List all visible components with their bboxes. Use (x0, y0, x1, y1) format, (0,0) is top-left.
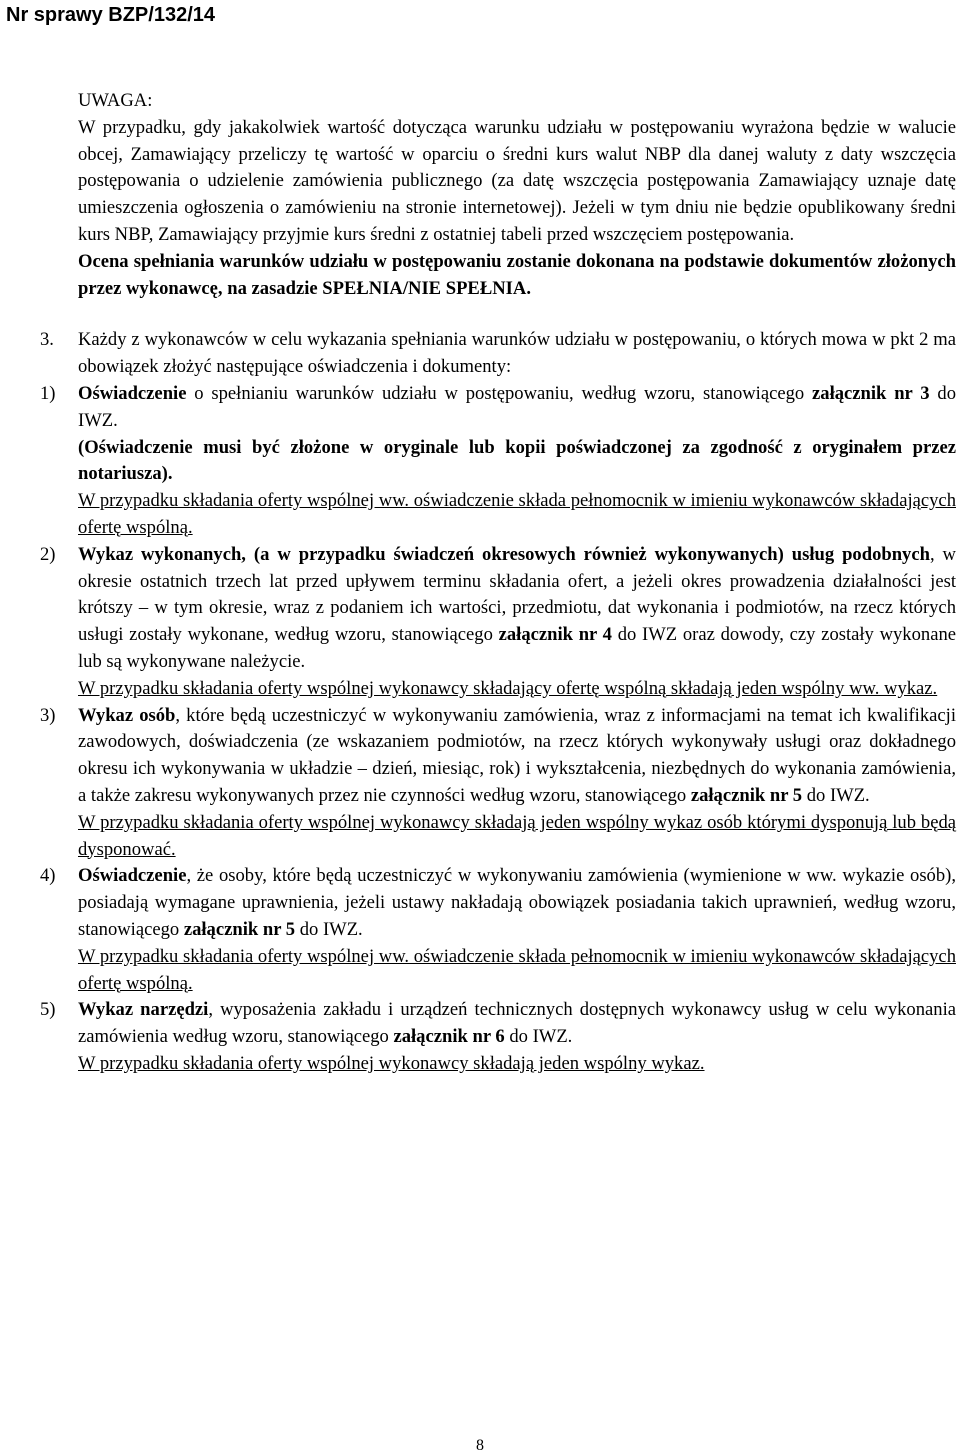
section-intro: Każdy z wykonawców w celu wykazania spełniania warunków udziału w postępowaniu, o których mowa w pkt 2 ma obowiązek złożyć następujące oświadczenia i dokumenty: (78, 329, 956, 378)
item-text (78, 863, 956, 943)
attachment-ref: załącznik nr 5 (183, 918, 296, 940)
item-number: 4) (40, 865, 56, 887)
attachment-ref: załącznik nr 6 (393, 1026, 505, 1048)
list-item (40, 863, 956, 997)
item-number: 3) (40, 704, 56, 726)
item-lead: Wykaz narzędzi (78, 999, 209, 1021)
uwaga-bold-statement: Ocena spełniania warunków udziału w postępowaniu zostanie dokonana na podstawie dokumentów złożonych przez wykonawcę, na zasadzie SPEŁNIA/NIE SPEŁNIA. (78, 250, 956, 299)
item-body-end: do IWZ. (504, 1026, 573, 1048)
item-number: 5) (40, 999, 56, 1021)
uwaga-title: UWAGA: (78, 90, 153, 111)
item-lead: Oświadczenie (78, 382, 187, 404)
document-body (40, 88, 956, 1078)
case-number-header: Nr sprawy BZP/132/14 (6, 4, 215, 26)
requirements-list (40, 381, 956, 1078)
item-underlined-note: W przypadku składania oferty wspólnej ww. oświadczenie składa pełnomocnik w imieniu wykonawców składających ofertę wspólną. (78, 945, 956, 994)
item-lead: Wykaz osób (78, 704, 176, 726)
attachment-ref: załącznik nr 4 (498, 624, 612, 646)
item-underlined-note: W przypadku składania oferty wspólnej ww. oświadczenie składa pełnomocnik w imieniu wykonawców składających ofertę wspólną. (78, 490, 956, 538)
item-body: o spełnianiu warunków udziału w postępowaniu, według wzoru, stanowiącego (186, 382, 813, 404)
item-text (78, 703, 956, 810)
item-lead: Oświadczenie (78, 865, 187, 887)
item-body: , w okresie ostatnich trzech lat przed upływem terminu składania ofert, a jeżeli okres prowadzenia działalności jest krótszy – w tym okresie, wraz z podaniem ich wartości, przedmiotu, dat wykonania i podmiotów, na rzecz których usługi zostały wykonane, według wzoru, stanowiącego (78, 543, 956, 646)
item-text (78, 381, 956, 435)
list-item (40, 381, 956, 542)
list-item (40, 542, 956, 703)
page-number: 8 (476, 1437, 484, 1454)
item-underlined-note: W przypadku składania oferty wspólnej wykonawcy składają jeden wspólny wykaz. (78, 1052, 705, 1074)
list-item (40, 703, 956, 864)
item-underlined-note: W przypadku składania oferty wspólnej wykonawcy składający ofertę wspólną składają jeden wspólny ww. wykaz. (78, 677, 938, 699)
item-body: , które będą uczestniczyć w wykonywaniu zamówienia, wraz z informacjami na temat ich kwalifikacji zawodowych, doświadczenia (ze wskazaniem podmiotów, na rzecz których wykonywały usługi oraz dokładnego okresu ich wykonywania w układzie – dzień, miesiąc, rok) i wykształcenia, niezbędnych do wykonania zamówienia, a także zakresu wykonywanych przez nie czynności według wzoru, stanowiącego (78, 704, 956, 806)
item-lead: Wykaz wykonanych, (a w przypadku świadczeń okresowych również wykonywanych) usług podobnych (78, 543, 930, 565)
section-number: 3. (40, 329, 54, 351)
item-underlined-note: W przypadku składania oferty wspólnej wykonawcy składają jeden wspólny wykaz osób którymi dysponują lub będą dysponować. (78, 811, 956, 860)
list-item (40, 997, 956, 1077)
item-text (78, 542, 956, 676)
uwaga-paragraph: W przypadku, gdy jakakolwiek wartość dotycząca warunku udziału w postępowaniu wyrażona będzie w walucie obcej, Zamawiający przeliczy tę wartość w oparciu o średni kurs walut NBP dla danej waluty z daty wszczęcia postępowania o udzielenie zamówienia publicznego (za datę wszczęcia postępowania Zamawiający uznaje datę umieszczenia ogłoszenia o zamówieniu na stronie internetowej). Jeżeli w tym dniu nie będzie opublikowany średni kurs NBP, Zamawiający przyjmie kurs średni z ostatniej tabeli przed wszczęciem postępowania. (78, 116, 956, 245)
section-3 (40, 327, 956, 1077)
item-body: , wyposażenia zakładu i urządzeń technicznych dostępnych wykonawcy usług w celu wykonania zamówienia według wzoru, stanowiącego (78, 999, 956, 1048)
uwaga-block (78, 88, 956, 302)
item-body-end: do IWZ oraz dowody, czy zostały wykonane lub są wykonywane należycie. (78, 624, 956, 672)
attachment-ref: załącznik nr 3 (812, 382, 930, 404)
item-body-end: do IWZ. (802, 784, 870, 806)
item-body: , że osoby, które będą uczestniczyć w wykonywaniu zamówienia (wymienione w ww. wykazie osób), posiadają wymagane uprawnienia, jeżeli ustawy nakładają obowiązek posiadania takich uprawnień, według wzoru, stanowiącego (78, 865, 956, 940)
item-number: 2) (40, 543, 56, 565)
item-bold-note: (Oświadczenie musi być złożone w oryginale lub kopii poświadczonej za zgodność z oryginałem przez notariusza). (78, 436, 956, 485)
item-number: 1) (40, 382, 56, 404)
item-text (78, 997, 956, 1051)
item-body-end: do IWZ. (78, 382, 956, 431)
item-body-end: do IWZ. (295, 918, 363, 940)
attachment-ref: załącznik nr 5 (690, 784, 803, 806)
